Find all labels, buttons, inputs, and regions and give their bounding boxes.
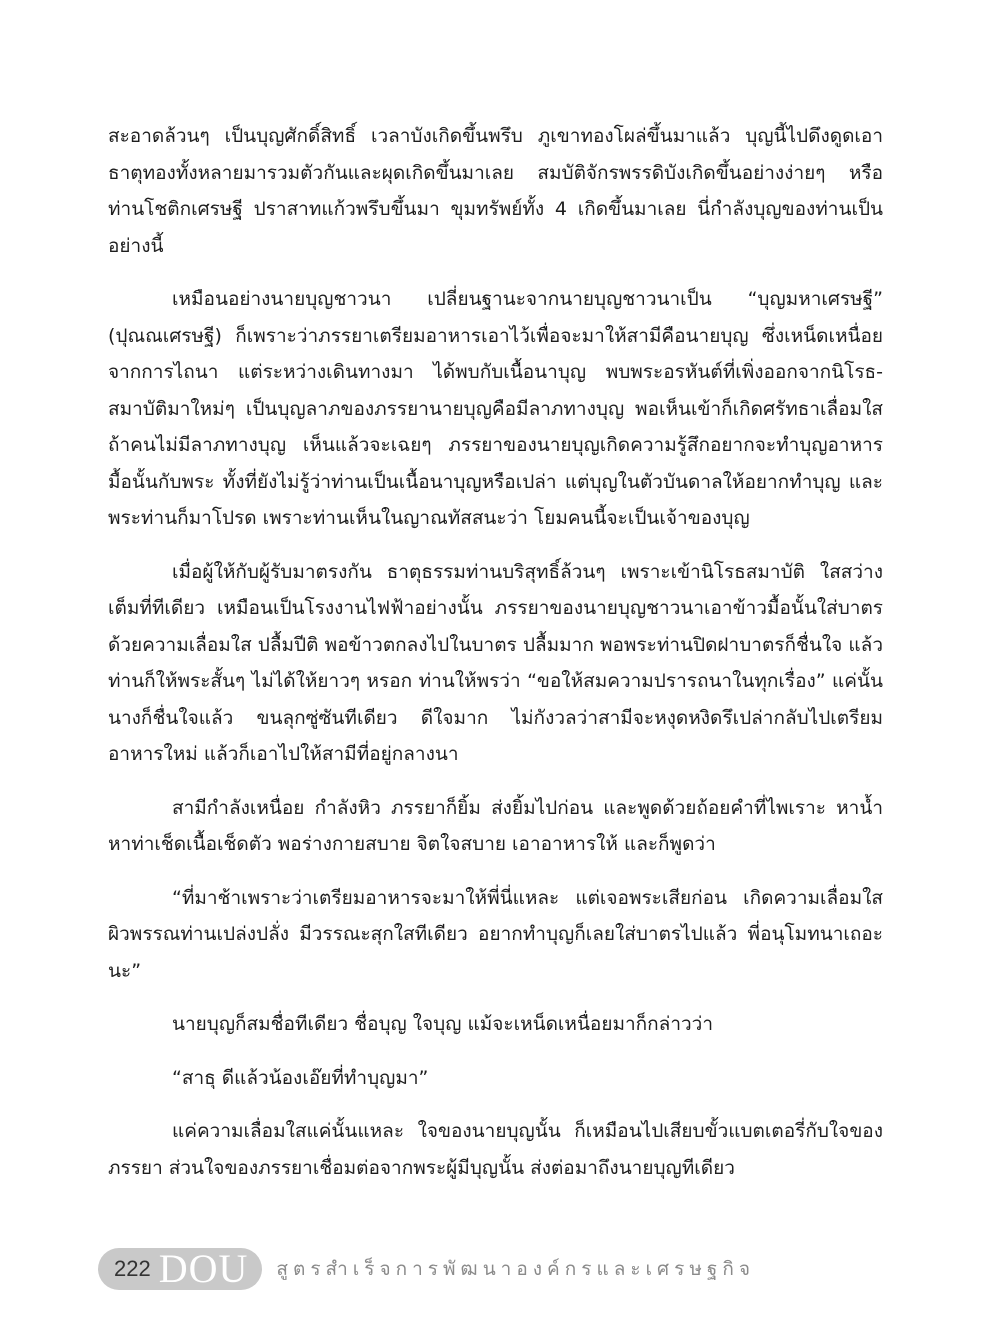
paragraph-6: นายบุญก็สมชื่อทีเดียว ชื่อบุญ ใจบุญ แม้จะเหน็ดเหนื่อยมาก็กล่าวว่า xyxy=(172,1013,713,1035)
dou-logo: DOU xyxy=(158,1246,249,1291)
book-title: สูตรสำเร็จการพัฒนาองค์กรและเศรษฐกิจ xyxy=(276,1258,755,1280)
page-footer xyxy=(98,1247,755,1291)
paragraph-3: เมื่อผู้ให้กับผู้รับมาตรงกัน ธาตุธรรมท่านบริสุทธิ์ล้วนๆ เพราะเข้านิโรธสมาบัติ ใสสว่างเต็มที่ทีเดียว เหมือนเป็นโรงงานไฟฟ้าอย่างนั้น ภรรยาของนายบุญชาวนาเอาข้าวมื้อนั้นใส่บาตรด้วยความเลื่อมใส ปลื้มปีติ พอข้าวตกลงไปในบาตร ปลื้มมาก พอพระท่านปิดฝาบาตรก็ชื่นใจ แล้วท่านก็ให้พระสั้นๆ ไม่ได้ให้ยาวๆ หรอก ท่านให้พรว่า “ขอให้สมความปรารถนาในทุกเรื่อง” แค่นั้นนางก็ชื่นใจแล้ว ขนลุกซู่ซันทีเดียว ดีใจมาก ไม่กังวลว่าสามีจะหงุดหงิดรึเปล่ากลับไปเตรียมอาหารใหม่ แล้วก็เอาไปให้สามีที่อยู่กลางนา xyxy=(108,560,883,765)
page-badge xyxy=(98,1248,262,1290)
paragraph-7: “สาธุ ดีแล้วน้องเอ๊ยที่ทำบุญมา” xyxy=(172,1066,429,1089)
paragraph-8: แค่ความเลื่อมใสแค่นั้นแหละ ใจของนายบุญนั้น ก็เหมือนไปเสียบขั้วแบตเตอรี่กับใจของภรรยา ส่วนใจของภรรยาเชื่อมต่อจากพระผู้มีบุญนั้น ส่งต่อมาถึงนายบุญทีเดียว xyxy=(108,1120,883,1179)
paragraph-2: เหมือนอย่างนายบุญชาวนา เปลี่ยนฐานะจากนายบุญชาวนาเป็น “บุญมหาเศรษฐี” (ปุณณเศรษฐี) ก็เพราะว่าภรรยาเตรียมอาหารเอาไว้เพื่อจะมาให้สามีคือนายบุญ ซึ่งเหน็ดเหนื่อยจากการไถนา แต่ระหว่างเดินทางมา ได้พบกับเนื้อนาบุญ พบพระอรหันต์ที่เพิ่งออกจากนิโรธ-สมาบัติมาใหม่ๆ เป็นบุญลาภของภรรยานายบุญคือมีลาภทางบุญ พอเห็นเข้าก็เกิดศรัทธาเลื่อมใส ถ้าคนไม่มีลาภทางบุญ เห็นแล้วจะเฉยๆ ภรรยาของนายบุญเกิดความรู้สึกอยากจะทำบุญอาหารมื้อนั้นกับพระ ทั้งที่ยังไม่รู้ว่าท่านเป็นเนื้อนาบุญหรือเปล่า แต่บุญในตัวบันดาลให้อยากทำบุญ และพระท่านก็มาโปรด เพราะท่านเห็นในญาณทัสสนะว่า โยมคนนี้จะเป็นเจ้าของบุญ xyxy=(108,288,883,529)
page-number: 222 xyxy=(114,1256,151,1281)
body-text xyxy=(108,118,883,1203)
paragraph-4: สามีกำลังเหนื่อย กำลังหิว ภรรยาก็ยิ้ม ส่งยิ้มไปก่อน และพูดด้วยถ้อยคำที่ไพเราะ หาน้ำหาท่าเช็ดเนื้อเช็ดตัว พอร่างกายสบาย จิตใจสบาย เอาอาหารให้ และก็พูดว่า xyxy=(108,796,883,855)
paragraph-5: “ที่มาช้าเพราะว่าเตรียมอาหารจะมาให้พี่นี่แหละ แต่เจอพระเสียก่อน เกิดความเลื่อมใส ผิวพรรณท่านเปล่งปลั่ง มีวรรณะสุกใสทีเดียว อยากทำบุญก็เลยใส่บาตรไปแล้ว พี่อนุโมทนาเถอะนะ” xyxy=(108,886,883,982)
paragraph-1: สะอาดล้วนๆ เป็นบุญศักดิ์สิทธิ์ เวลาบังเกิดขึ้นพรึบ ภูเขาทองโผล่ขึ้นมาแล้ว บุญนี้ไปดึงดูดเอาธาตุทองทั้งหลายมารวมตัวกันและผุดเกิดขึ้นมาเลย สมบัติจักรพรรดิบังเกิดขึ้นอย่างง่ายๆ หรือท่านโชติกเศรษฐี ปราสาทแก้วพรึบขึ้นมา ขุมทรัพย์ทั้ง 4 เกิดขึ้นมาเลย นี่กำลังบุญของท่านเป็นอย่างนี้ xyxy=(108,125,883,257)
